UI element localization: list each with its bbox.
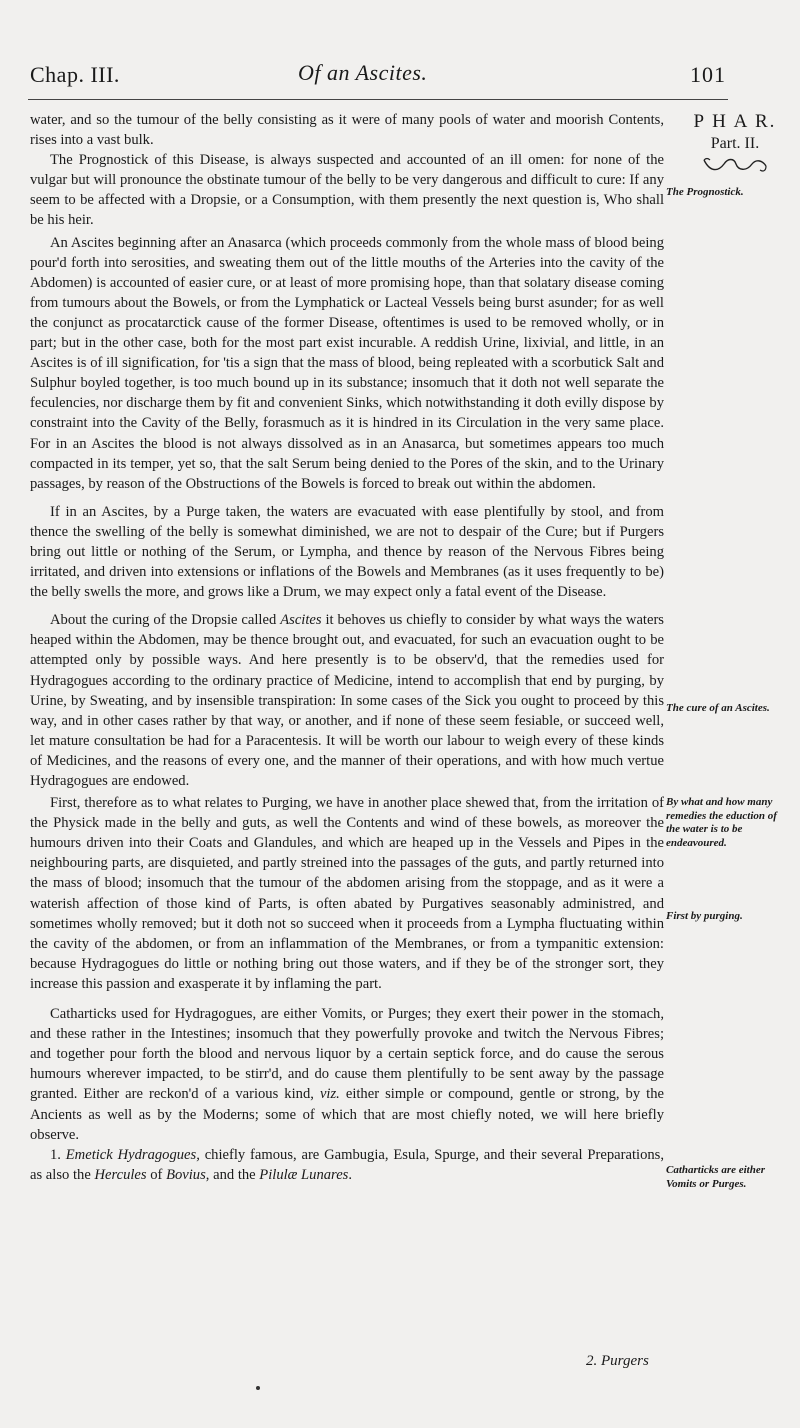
margin-note-prognostick: The Prognostick. xyxy=(666,186,744,198)
margin-note-catharticks: Catharticks are either Vomits or Purges. xyxy=(666,1164,766,1190)
paragraph: First, therefore as to what relates to Purging, we have in another place shewed that, from the irritation of the Physick made in the belly and guts, as well the Contents and wind of these bowels, as moreover the humours driven into their Coats and Glandules, and which are heaped up in the Vessels and Pipes in the neighbouring parts, are disquieted, and partly streined into the passages of the guts, and partly returned into the mass of blood; insomuch that the tumour of the abdomen arising from the stoppage, and as it were a waterish affection of those kind of Parts, is often abated by Purgatives seasonably administred, and sometimes wholly removed; but it doth not so succeed when it proceeds from a Lympha fluctuating within the cavity of the abdomen, or from an inflammation of the Membranes, or from a tympanitic extension: because Hydragogues do little or nothing bring out those waters, and if they be of the stronger sort, they increase this passion and exasperate it by inflaming the part. xyxy=(30,795,664,992)
text-run: , and the xyxy=(205,1166,260,1183)
italic-run: Hercules xyxy=(94,1166,147,1183)
body-text xyxy=(30,110,664,1185)
page-number: 101 xyxy=(690,62,726,87)
margin-note-first-purging: First by purging. xyxy=(666,910,743,922)
ornament-icon xyxy=(700,154,770,176)
paragraph: An Ascites beginning after an Anasarca (which proceeds commonly from the whole mass of blood being pour'd forth into serosities, and sweating them out of the little mouths of the Arteries into the cavity of the Abdomen) is accounted of easier cure, or at least of more promising hope, than that solatary disease coming from tumours about the Bowels, or from the Lymphatick or Lacteal Vessels being burst asunder; for as well the conjunct as procatarctick cause of the former Disease, oftentimes is used to be removed wholly, or in part; but in the other case, both for the most part exist incurable. A reddish Urine, lixivial, and little, in an Ascites is of ill signification, for 'tis a sign that the mass of blood, being repleated with a scorbutick Salt and Sulphur boyled together, is too much bound up in its substance; insomuch that it doth not well separate the feculencies, nor discharge them by fit and convenient Sinks, which notwithstanding it doth evilly dispose by constraint into the Cavity of the Belly, forasmuch as it is hindred in its Circulation in the very same place. For in an Ascites the blood is not always dissolved as in an Anasarca, but sometimes appears too much compacted in its temper, yet so, that the salt Serum being denied to the Pores of the skin, and to the Urinary passages, by reason of the Obstructions of the Bowels is forced to break out within the abdomen. xyxy=(30,234,664,492)
text-run: About the curing of the Dropsie called xyxy=(50,612,281,629)
paragraph: water, and so the tumour of the belly consisting as it were of many pools of water and moorish Contents, rises into a vast bulk. xyxy=(30,112,664,149)
paragraph xyxy=(30,610,664,791)
page-title: Of an Ascites. xyxy=(298,60,428,85)
italic-run: Pilulæ Lunares xyxy=(259,1166,349,1183)
ink-speck xyxy=(256,1386,260,1390)
side-heading xyxy=(676,110,794,176)
text-run: chiefly famous, are Gambugia, Esula, Spurge, and their several Preparations, as also the xyxy=(30,1146,664,1183)
margin-note-cure: The cure of an Ascites. xyxy=(666,702,770,714)
catchword: 2. Purgers xyxy=(586,1353,649,1369)
italic-run: viz. xyxy=(319,1086,340,1103)
paragraph: If in an Ascites, by a Purge taken, the waters are evacuated with ease plentifully by stool, and from thence the swelling of the belly is somewhat diminished, we are not to despair of the Cure; but if Purgers bring out little or nothing of the Serum, or Lympha, and thence by reason of the Nervous Fibres being irritated, and driven into extensions or inflations of the Bowels and Membranes (as it uses frequently to be) the belly swells the more, and grows like a Drum, we may expect only a fatal event of the Disease. xyxy=(30,503,664,601)
paragraph xyxy=(30,1004,664,1145)
text-run: . xyxy=(348,1166,353,1183)
chapter-label: Chap. III. xyxy=(30,62,120,87)
header-rule xyxy=(28,99,728,100)
italic-run: Emetick Hydragogues, xyxy=(65,1146,200,1163)
running-header xyxy=(0,56,800,96)
italic-run: Bovius xyxy=(166,1166,206,1183)
text-run: of xyxy=(146,1166,167,1183)
italic-run: Ascites xyxy=(280,612,322,629)
text-run: either simple or compound, gentle or strong, by the Ancients as well as by the Moderns; some of which that are most chiefly noted, we will here briefly observe. xyxy=(30,1086,664,1143)
paragraph: The Prognostick of this Disease, is always suspected and accounted of an ill omen: for none of the vulgar but will pronounce the obstinate tumour of the belly to be very dangerous and difficult to cure: If any seem to be affected with a Dropsie, or a Consumption, with them presently the next question is, Who shall be his heir. xyxy=(30,152,664,229)
phar-label: P H A R. xyxy=(693,111,777,132)
part-label: Part. II. xyxy=(710,135,760,152)
margin-note-remedies: By what and how many remedies the eduction of the water is to be endeavoured. xyxy=(666,796,777,849)
text-run: it behoves us chiefly to consider by what ways the waters heaped within the Abdomen, may be thence brought out, and evacuated, for such an evacuation ought to be attempted only by possible ways. And here presently is to be observ'd, that the remedies used for Hydragogues according to the ordinary practice of Medicine, intend to accomplish that end by purging, by Urine, by Sweating, and by insensible transpiration: In some cases of the Sick you ought to proceed by this way, and in other cases rather by that way, or another, and if none of these seem fesiable, or succeed well, let mature consultation be had for a Paracentesis. It will be worth our labour to weigh every of these kinds of Medicines, and the reasons of every one, and the manner of their operations, and with how much vertue Hydragogues are endowed. xyxy=(30,612,664,789)
text-run: Catharticks used for Hydragogues, are either Vomits, or Purges; they exert their power in the stomach, and these rather in the Intestines; insomuch that they powerfully provoke and twitch the Nervous Fibres; and together pour forth the blood and nervous liquor by a certain septick force, and do cause the serous humours wherever impacted, to be stirr'd, and do cause them plentifully to be sent away by the passage granted. Either are reckon'd of a various kind, xyxy=(30,1006,664,1103)
text-run: 1. xyxy=(50,1146,66,1163)
paragraph xyxy=(30,1145,664,1185)
